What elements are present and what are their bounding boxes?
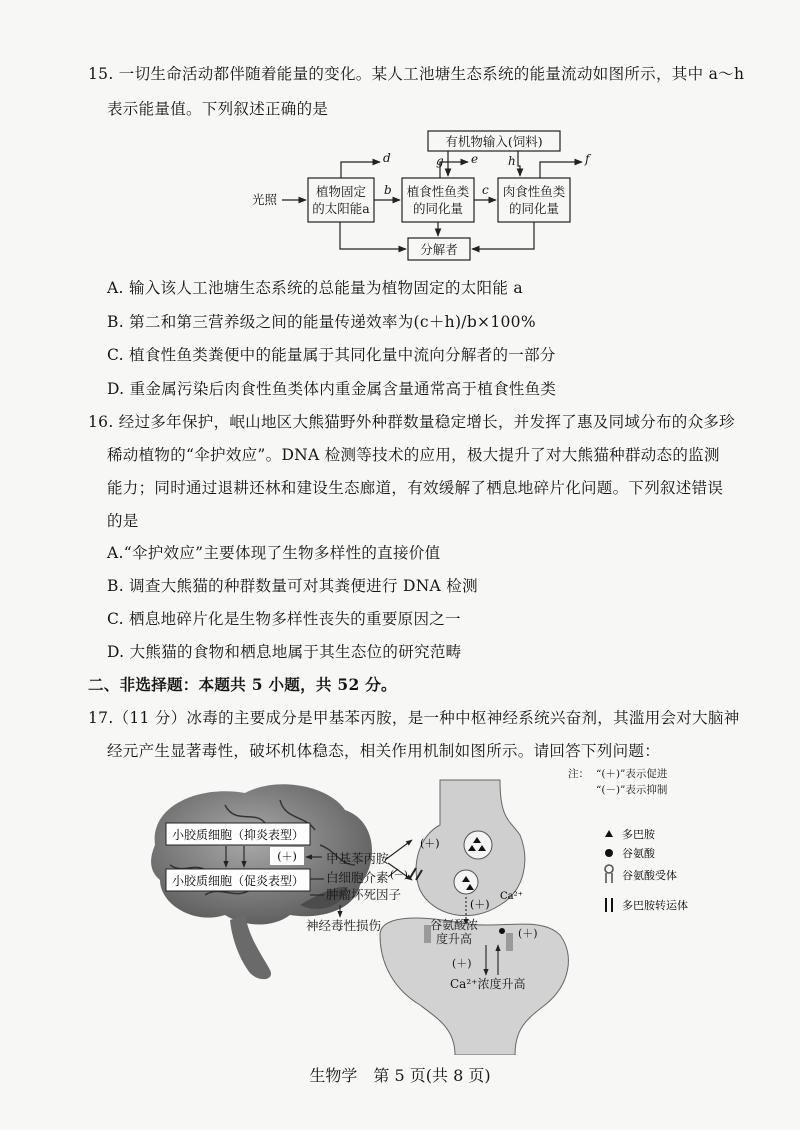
glutamate-dot: [499, 928, 505, 934]
note-title: 注：: [568, 768, 589, 780]
q16-stem-line4: 的是: [107, 512, 139, 530]
herbivore-label-2: 的同化量: [412, 201, 464, 216]
dopamine-icon: [605, 830, 613, 837]
label-g: g: [436, 154, 444, 168]
q16-stem-line3: 能力；同时通过退耕还林和建设生态廊道，有效缓解了栖息地碎片化问题。下列叙述错误: [107, 479, 724, 497]
neurotoxicity-label: 神经毒性损伤: [306, 918, 382, 933]
plus-label-release: (＋): [420, 837, 440, 850]
glu-rise-label-1: 谷氨酸浓: [430, 918, 479, 932]
page-footer: 生物学 第 5 页(共 8 页): [309, 1066, 491, 1085]
q16-option-d: D. 大熊猫的食物和栖息地属于其生态位的研究范畴: [107, 643, 462, 661]
note-inhibit: “(－)”表示抑制: [596, 784, 668, 796]
q16-stem-line1: 16. 经过多年保护，岷山地区大熊猫野外种群数量稳定增长，并发挥了惠及同域分布的众多珍: [88, 413, 735, 431]
q16-option-b: B. 调查大熊猫的种群数量可对其粪便进行 DNA 检测: [107, 577, 478, 595]
q15-stem-line1: 15. 一切生命活动都伴随着能量的变化。某人工池塘生态系统的能量流动如图所示，其中 a～h: [88, 65, 745, 83]
q15-option-a: A. 输入该人工池塘生态系统的总能量为植物固定的太阳能 a: [107, 279, 523, 297]
plus-label-glu: (＋): [470, 898, 490, 911]
meth-label: 甲基苯丙胺: [326, 851, 389, 866]
label-f: f: [585, 152, 590, 166]
meth-mechanism-figure: [0, 765, 800, 1055]
ca-label-top: Ca²⁺: [500, 891, 523, 902]
plus-label-brain: (＋): [277, 850, 297, 863]
q16-option-a: A.“伞护效应”主要体现了生物多样性的直接价值: [107, 544, 441, 562]
feed-label: 有机物输入(饲料): [445, 134, 543, 149]
ca-rise-label: Ca²⁺浓度升高: [450, 977, 526, 991]
glutamate-icon: [605, 849, 613, 857]
receptor-icon: [605, 865, 613, 883]
label-h: h: [508, 154, 516, 168]
legend-glutamate: 谷氨酸: [622, 847, 655, 860]
microglia-anti-label: 小胶质细胞（抑炎表型）: [171, 828, 305, 842]
section-heading: 二、非选择题：本题共 5 小题，共 52 分。: [88, 675, 397, 694]
q16-stem-line2: 稀动植物的“伞护效应”。DNA 检测等技术的应用，极大提升了对大熊猫种群动态的监测: [107, 446, 720, 464]
label-e: e: [471, 152, 479, 166]
energy-flow-diagram: [0, 128, 800, 268]
q17-stem-line2: 经元产生显著毒性，破坏机体稳态，相关作用机制如图所示。请回答下列问题：: [107, 742, 661, 760]
decomposer-label: 分解者: [420, 242, 458, 257]
il-label: 白细胞介素: [326, 870, 389, 885]
note-promote: “(＋)”表示促进: [596, 768, 668, 780]
label-d: d: [383, 151, 391, 165]
microglia-pro-label: 小胶质细胞（促炎表型）: [171, 874, 305, 888]
minus-label: (－): [390, 870, 408, 881]
legend-dopamine: 多巴胺: [622, 828, 655, 841]
q15-option-d: D. 重金属污染后肉食性鱼类体内重金属含量通常高于植食性鱼类: [107, 380, 557, 398]
q15-stem-line2: 表示能量值。下列叙述正确的是: [107, 100, 329, 118]
label-c: c: [482, 183, 489, 197]
tnf-label: 肿瘤坏死因子: [326, 887, 402, 902]
q17-stem-line1: 17.（11 分）冰毒的主要成分是甲基苯丙胺，是一种中枢神经系统兴奋剂，其滥用会对大脑神: [88, 709, 740, 727]
glu-rise-label-2: 度升高: [436, 932, 473, 946]
transporter-icon: [606, 898, 612, 912]
q15-option-c: C. 植食性鱼类粪便中的能量属于其同化量中流向分解者的一部分: [107, 346, 556, 364]
label-b: b: [384, 183, 392, 197]
q15-option-b: B. 第二和第三营养级之间的能量传递效率为(c＋h)/b×100%: [107, 313, 536, 331]
carnivore-label-2: 的同化量: [508, 201, 560, 216]
vesicle-1: [464, 831, 492, 859]
plus-label-ca: (＋): [452, 957, 472, 970]
legend-receptor: 谷氨酸受体: [622, 869, 677, 882]
plus-label-receptor: (＋): [518, 927, 538, 940]
q16-option-c: C. 栖息地碎片化是生物多样性丧失的重要原因之一: [107, 610, 461, 628]
plant-label-1: 植物固定: [315, 184, 367, 199]
legend: [605, 828, 688, 912]
glu-receptor-right: [506, 933, 513, 951]
herbivore-label-1: 植食性鱼类: [406, 184, 470, 199]
carnivore-label-1: 肉食性鱼类: [502, 184, 566, 199]
legend-transporter: 多巴胺转运体: [622, 899, 688, 912]
plant-label-2: 的太阳能a: [312, 201, 370, 216]
light-label: 光照: [252, 192, 278, 207]
